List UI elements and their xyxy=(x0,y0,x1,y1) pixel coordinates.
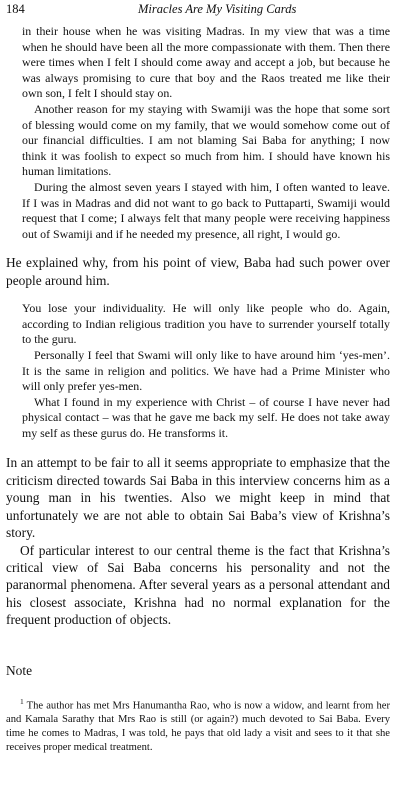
running-head: Miracles Are My Visiting Cards xyxy=(138,2,297,16)
quote-paragraph: in their house when he was visiting Madras. In my view that was a time when he should have been all the more compassionate with them. Then there were times when I felt I should come away and accept a job, but because he was always promising to cure that boy and the Raos treated me like their own son, I felt I should stay on. xyxy=(22,24,390,101)
footnote-text: The author has met Mrs Hanumantha Rao, who is now a widow, and learnt from her and Kamala Sarathy that Mrs Rao is still (or again?) much devoted to Sai Baba. Every time he comes to Madras, I was told, he pays that old lady a visit and sees to it that she receives proper medical treatment. xyxy=(6,700,390,754)
page-number: 184 xyxy=(6,2,25,16)
quote-paragraph: Personally I feel that Swami will only like to have around him ‘yes-men’. It is the same in religion and politics. We have had a Prime Minister who will only prefer yes-men. xyxy=(22,347,390,394)
quote-paragraph: Another reason for my staying with Swamiji was the hope that some sort of blessing would come on my family, that we would somehow come out of our financial difficulties. I am not blaming Sai Baba for anything; I now think it was foolish to expect so much from him. I should have known his human limitations. xyxy=(22,101,390,179)
page-header xyxy=(6,0,390,22)
notes-heading: Note xyxy=(6,662,33,678)
block-quote-1 xyxy=(6,24,390,242)
footnote-paragraph xyxy=(6,695,390,756)
body-paragraph: Of particular interest to our central theme is the fact that Krishna’s critical view of Sai Baba concerns his personality and not the paranormal phenomena. After several years as a personal attendant and his closest associate, Krishna had no normal explanation for the frequent production of objects. xyxy=(6,542,390,628)
block-quote-2 xyxy=(6,301,390,441)
footnote-marker: 1 xyxy=(20,696,24,706)
body-text-2 xyxy=(6,454,390,628)
footnote xyxy=(6,695,390,756)
body-paragraph: In an attempt to be fair to all it seems appropriate to emphasize that the criticism directed towards Sai Baba in this interview concerns him as a young man in his twenties. Also we might keep in mind that unfortunately we are not able to obtain Sai Baba’s view of Krishna’s story. xyxy=(6,455,390,541)
quote-paragraph: You lose your individuality. He will only like people who do. Again, according to Indian religious tradition you have to surrender yourself totally to the guru. xyxy=(22,301,390,347)
body-text-1 xyxy=(6,254,390,289)
body-paragraph: He explained why, from his point of view, Baba had such power over people around him. xyxy=(6,255,390,288)
quote-paragraph: What I found in my experience with Christ – of course I have never had physical contact – was that he gave me back my self. He does not take away my self as these gurus do. He transforms it. xyxy=(22,394,390,440)
quote-paragraph: During the almost seven years I stayed with him, I often wanted to leave. If I was in Madras and did not want to go back to Puttaparti, Swamiji would request that I come; I always felt that many people were receiving happiness out of Swamiji and if he needed my presence, all right, I would go. xyxy=(22,179,390,241)
